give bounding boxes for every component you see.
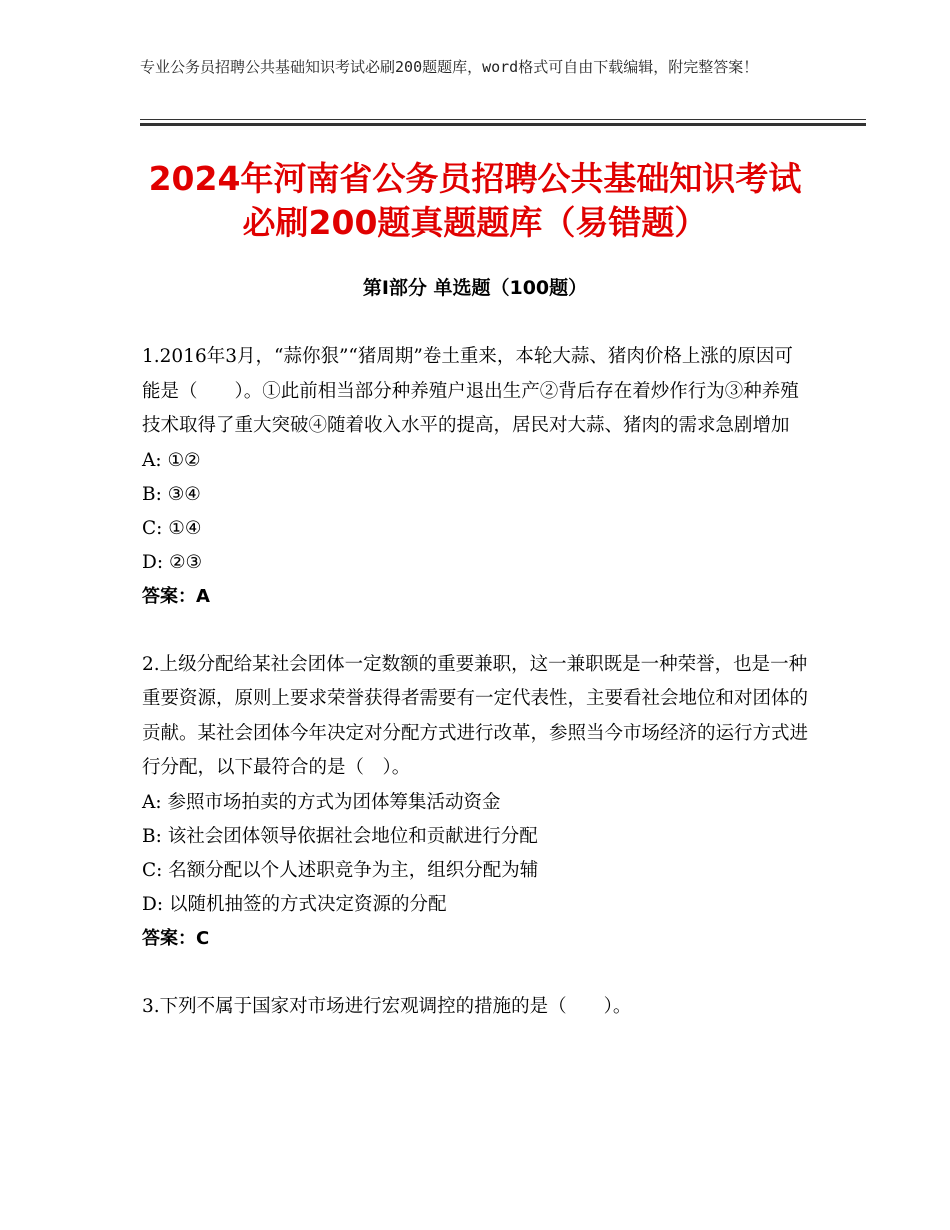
title-line-1: 2024年河南省公务员招聘公共基础知识考试 (148, 159, 802, 198)
question-text: 3.下列不属于国家对市场进行宏观调控的措施的是（ ）。 (142, 995, 632, 1017)
question-text: 1.2016年3月，“蒜你狠”“猪周期”卷土重来，本轮大蒜、猪肉价格上涨的原因可能是（ ）。①此前相当部分种养殖户退出生产②背后存在着炒作行为③种养殖技术取得了重大突破④随着收入水平的提高，居民对大蒜、猪肉的需求急剧增加 (142, 346, 799, 436)
section-heading: 第Ⅰ部分 单选题（100题） (362, 277, 588, 299)
page-title (100, 157, 850, 245)
option-b: B: ③④ (142, 483, 201, 505)
option-a: A: ①② (142, 449, 201, 471)
header-note: 专业公务员招聘公共基础知识考试必刷200题题库，word格式可自由下载编辑，附完整答案！ (140, 58, 759, 76)
question-1 (142, 340, 808, 614)
option-b: B: 该社会团体领导依据社会地位和贡献进行分配 (142, 825, 538, 847)
question-2 (142, 648, 808, 956)
option-d: D: 以随机抽签的方式决定资源的分配 (142, 893, 447, 915)
option-c: C: 名额分配以个人述职竞争为主，组织分配为辅 (142, 859, 539, 881)
question-text: 2.上级分配给某社会团体一定数额的重要兼职，这一兼职既是一种荣誉，也是一种重要资源，原则上要求荣誉获得者需要有一定代表性，主要看社会地位和对团体的贡献。某社会团体今年决定对分配方式进行改革，参照当今市场经济的运行方式进行分配，以下最符合的是（ ）。 (142, 653, 809, 778)
question-list (142, 340, 808, 1058)
option-a: A: 参照市场拍卖的方式为团体筹集活动资金 (142, 791, 501, 813)
title-line-2: 必刷200题真题题库（易错题） (242, 203, 708, 242)
header-divider-thick (140, 123, 866, 126)
option-c: C: ①④ (142, 517, 202, 539)
question-3 (142, 990, 808, 1025)
answer: 答案：A (142, 585, 210, 607)
answer: 答案：C (142, 927, 210, 949)
option-d: D: ②③ (142, 551, 203, 573)
header-divider-thin (140, 119, 866, 120)
